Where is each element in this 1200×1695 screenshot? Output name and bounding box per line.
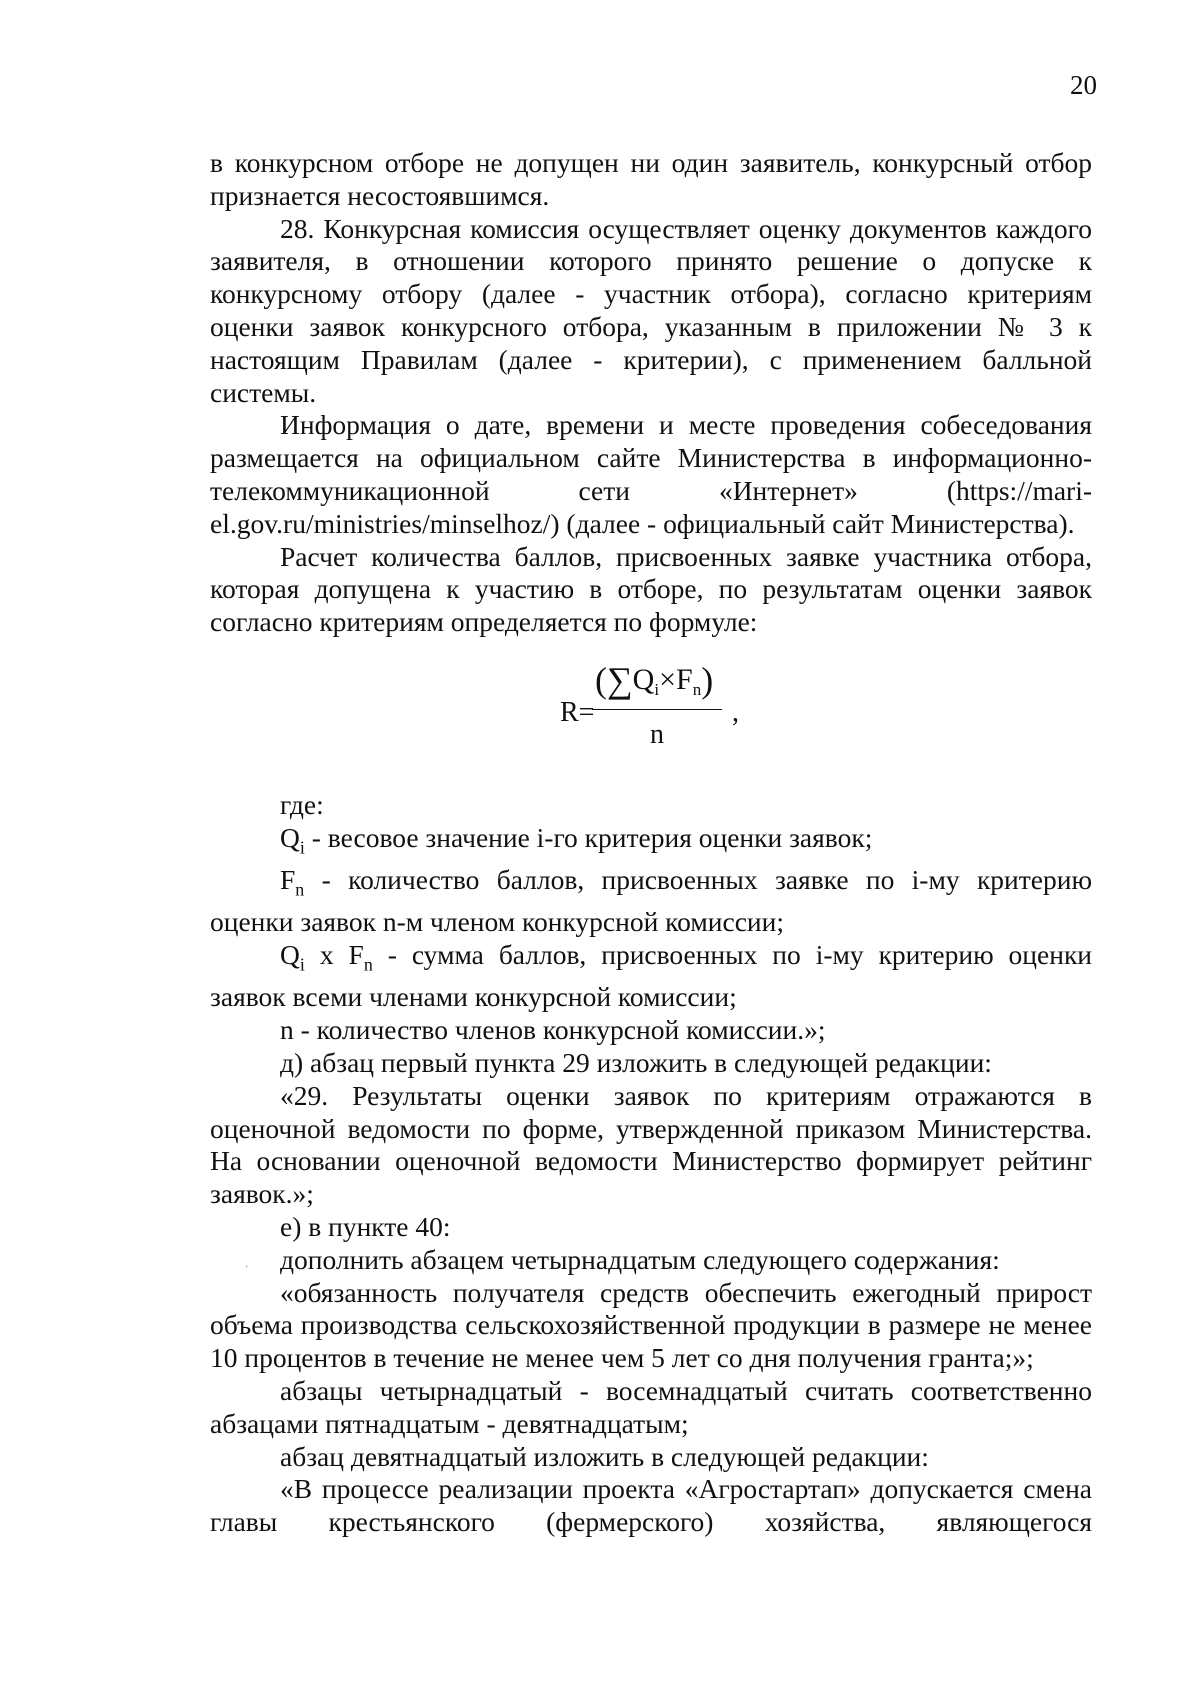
item-e: е) в пункте 40: bbox=[280, 1211, 451, 1243]
paragraph-interview-info: Информация о дате, времени и месте проведения собеседования размещается на официальном сайте Министерства в информационно-телекоммуникационной сети «Интернет» (https://mari-el.gov.ru/ministries/minselhoz/) (далее - официальный сайт Министерства). bbox=[210, 409, 1092, 539]
formula-lhs: R= bbox=[560, 696, 595, 728]
page-number: 20 bbox=[1070, 70, 1097, 100]
definition-q: $Q_i$ - весовое значение i-го критерия оценки заявок; bbox=[280, 821, 873, 858]
formula-sum-sign: ∑ bbox=[607, 659, 633, 700]
symbol-qf: $Q_i$ x $F_n$ bbox=[280, 939, 373, 975]
formula-close-paren: ) bbox=[701, 659, 714, 700]
nineteenth-paragraph: абзац девятнадцатый изложить в следующей редакции: bbox=[280, 1440, 929, 1472]
where-label: где: bbox=[280, 788, 324, 820]
add-paragraph-instruction: дополнить абзацем четырнадцатым следующего содержания: bbox=[280, 1243, 1000, 1275]
formula-numerator bbox=[595, 659, 714, 707]
obligation-paragraph: «обязанность получателя средств обеспечить ежегодный прирост объема производства сельскохозяйственной продукции в размере не менее 10 процентов в течение не менее чем 5 лет со дня получения гранта;»; bbox=[210, 1276, 1092, 1374]
formula-times: × bbox=[659, 662, 676, 696]
formula-f-sub: n bbox=[692, 679, 702, 699]
item-d: д) абзац первый пункта 29 изложить в следующей редакции: bbox=[280, 1047, 992, 1079]
score-formula bbox=[210, 639, 1092, 789]
agrostartup-paragraph: «В процессе реализации проекта «Агростартап» допускается смена главы крестьянского (фермерского) хозяйства, являющегося bbox=[210, 1473, 1092, 1538]
paragraph-score-calc: Расчет количества баллов, присвоенных заявке участника отбора, которая допущена к участию в отборе, по результатам оценки заявок согласно критериям определяется по формуле: bbox=[210, 540, 1092, 638]
document-body bbox=[210, 147, 1092, 1539]
definition-qf: $Q_i$ x $F_n$ - сумма баллов, присвоенных по i-му критерию оценки заявок всеми членами конкурсной комиссии; bbox=[210, 939, 1093, 1013]
formula-q-sub: i bbox=[654, 679, 660, 699]
scan-speck: · bbox=[245, 1262, 249, 1273]
paragraph-28: 28. Конкурсная комиссия осуществляет оценку документов каждого заявителя, в отношении которого принято решение о допуске к конкурсному отбору (далее - участник отбора), согласно критериям оценки заявок конкурсного отбора, указанным в приложении № 3 к настоящим Правилам (далее - критерии), с применением балльной системы. bbox=[210, 212, 1092, 408]
formula-comma: , bbox=[732, 696, 739, 728]
definition-n: n - количество членов конкурсной комиссии.»; bbox=[280, 1014, 826, 1046]
formula-open-paren: ( bbox=[595, 659, 607, 700]
formula-denominator: n bbox=[650, 718, 664, 750]
paragraph-29: «29. Результаты оценки заявок по критериям отражаются в оценочной ведомости по форме, утвержденной приказом Министерства. На основании оценочной ведомости Министерство формирует рейтинг заявок.»; bbox=[210, 1079, 1092, 1210]
renumber-paragraph: абзацы четырнадцатый - восемнадцатый считать соответственно абзацами пятнадцатым - девятнадцатым; bbox=[210, 1375, 1092, 1439]
symbol-f: $F_n$ bbox=[280, 864, 305, 900]
formula-fraction-line bbox=[592, 709, 722, 710]
symbol-q: $Q_i$ bbox=[280, 821, 305, 858]
paragraph-continuation: в конкурсном отборе не допущен ни один заявитель, конкурсный отбор признается несостоявшимся. bbox=[210, 147, 1092, 211]
formula-q: Q bbox=[632, 662, 655, 696]
definition-f: $F_n$ - количество баллов, присвоенных заявке по i-му критерию оценки заявок n-м членом конкурсной комиссии; bbox=[210, 864, 1093, 938]
formula-f: F bbox=[676, 662, 693, 696]
